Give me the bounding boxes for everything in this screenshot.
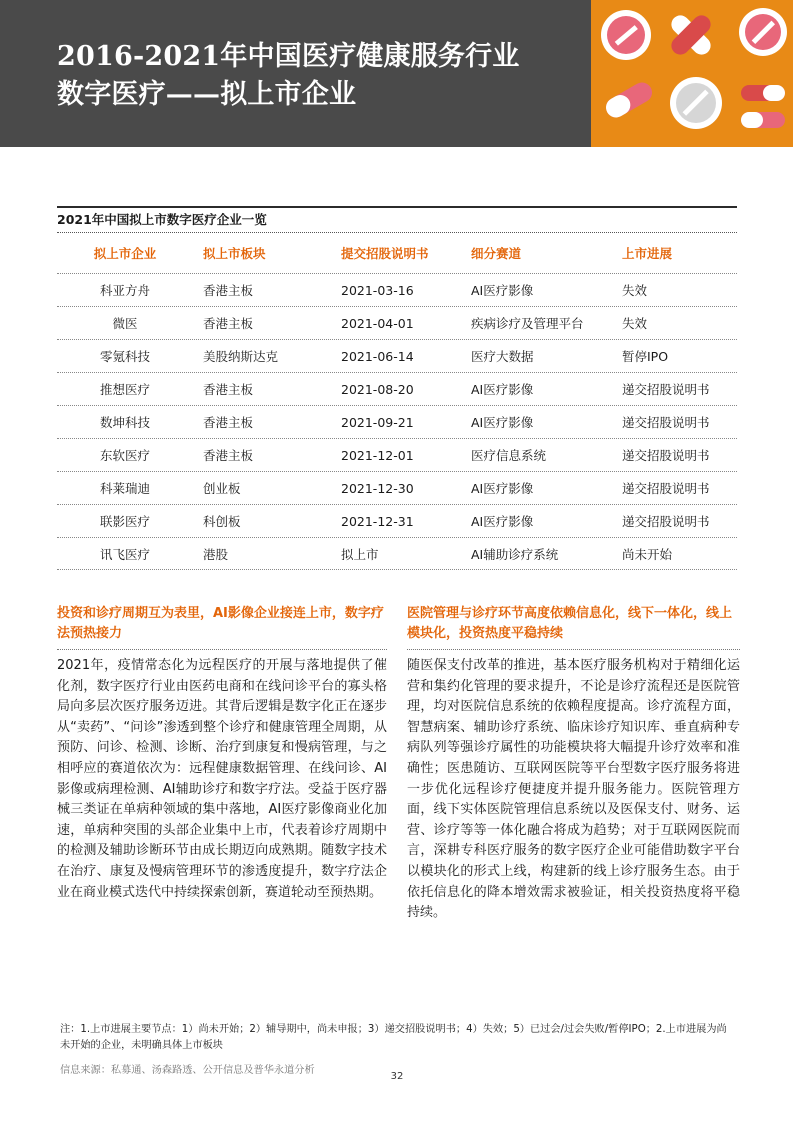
page-title-line1: 2016-2021年中国医疗健康服务行业	[57, 41, 520, 72]
cell-progress: 递交招股说明书	[622, 514, 710, 529]
cell-segment: 医疗大数据	[471, 349, 534, 364]
cell-segment: AI医疗影像	[471, 481, 534, 496]
table-body	[57, 273, 737, 570]
cell-segment: AI辅助诊疗系统	[471, 546, 559, 562]
cell-segment: AI医疗影像	[471, 415, 534, 430]
cell-segment: 医疗信息系统	[471, 448, 547, 463]
cell-progress: 递交招股说明书	[622, 481, 710, 496]
cell-board: 科创板	[203, 514, 241, 529]
table-row	[57, 471, 737, 504]
cell-company: 推想医疗	[99, 382, 150, 397]
column-header-board: 拟上市板块	[203, 246, 266, 261]
cell-filing-date: 2021-12-30	[341, 480, 414, 496]
table-row	[57, 438, 737, 471]
page-title-line2: 数字医疗——拟上市企业	[57, 79, 357, 110]
listing-table	[57, 206, 737, 570]
cell-company: 数坤科技	[99, 415, 150, 430]
cell-filing-date: 2021-12-01	[341, 447, 414, 463]
table-row	[57, 405, 737, 438]
table-row	[57, 339, 737, 372]
right-column	[407, 604, 740, 924]
cell-progress: 失效	[622, 283, 648, 298]
table-row	[57, 273, 737, 306]
left-column-body: 2021年，疫情常态化为远程医疗的开展与落地提供了催化剂，数字医疗行业由医药电商和在线问诊平台的寡头格局向多层次医疗服务迈进。其背后逻辑是数字化正在逐步从“卖药”、“问诊”渗透到整个诊疗和健康管理全周期，从预防、问诊、检测、诊断、治疗到康复和慢病管理，与之相呼应的赛道依次为：远程健康数据管理、在线问诊、AI影像或病理检测、AI辅助诊疗和数字疗法。受益于医疗器械三类证在单病种领域的集中落地，AI医疗影像商业化加速，单病种突围的头部企业集中上市，代表着诊疗周期中的检测及辅助诊断环节由成长期迈向成熟期。随数字技术在治疗、康复及慢病管理环节的渗透度提升，数字疗法企业在商业模式迭代中持续探索创新，赛道轮动至预热期。	[57, 658, 387, 900]
table-row	[57, 306, 737, 339]
cell-company: 东软医疗	[99, 448, 150, 463]
cell-filing-date: 2021-03-16	[341, 282, 414, 298]
cell-progress: 失效	[622, 316, 648, 331]
right-column-heading: 医院管理与诊疗环节高度依赖信息化，线下一体化，线上模块化，投资热度平稳持续	[407, 606, 733, 641]
cell-filing-date: 2021-06-14	[341, 348, 414, 364]
column-header-progress: 上市进展	[622, 246, 673, 261]
cell-company: 零氪科技	[99, 349, 150, 364]
cell-progress: 暂停IPO	[622, 349, 669, 364]
cell-segment: AI医疗影像	[471, 514, 534, 529]
cell-board: 美股纳斯达克	[203, 349, 279, 364]
table-row	[57, 372, 737, 405]
cross-shape	[668, 12, 715, 59]
cell-board: 香港主板	[203, 415, 254, 430]
right-column-body: 随医保支付改革的推进，基本医疗服务机构对于精细化运营和集约化管理的要求提升，不论是诊疗流程还是医院管理，均对医院信息系统的依赖程度提高。诊疗流程方面，智慧病案、辅助诊疗系统、临床诊疗知识库、垂直病种专病队列等强诊疗属性的功能模块将大幅提升诊疗效率和准确性；医患随访、互联网医院等平台型数字医疗服务将进一步优化远程诊疗便捷度并提升服务能力。医院管理方面，线下实体医院管理信息系统以及医保支付、财务、运营、诊疗等等一体化融合将成为趋势；对于互联网医院而言，深耕专科医疗服务的数字医疗企业可能借助数字平台以模块化的形式上线，构建新的线上诊疗服务生态。由于依托信息化的降本增效需求被验证，相关投资热度将平稳持续。	[407, 658, 740, 921]
cell-board: 香港主板	[203, 382, 254, 397]
cell-progress: 递交招股说明书	[622, 415, 710, 430]
cell-filing-date: 2021-09-21	[341, 414, 414, 430]
left-column-heading: 投资和诊疗周期互为表里，AI影像企业接连上市，数字疗法预热接力	[57, 606, 384, 641]
capsule-1	[602, 79, 655, 121]
table-title: 2021年中国拟上市数字医疗企业一览	[57, 212, 267, 227]
cell-board: 香港主板	[203, 316, 254, 331]
table-row	[57, 537, 737, 570]
cell-segment: AI医疗影像	[471, 382, 534, 397]
cell-board: 香港主板	[203, 283, 254, 298]
footnotes: 注：1.上市进展主要节点：1）尚未开始；2）辅导期中，尚未申报；3）递交招股说明书；4）失效；5）已过会/过会失败/暂停IPO；2.上市进展为尚未开始的企业，未明确具体上市板块	[60, 1024, 727, 1051]
cell-board: 创业板	[203, 481, 241, 496]
left-column-rule	[57, 649, 387, 650]
column-header-company: 拟上市企业	[93, 246, 157, 261]
cell-filing-date: 2021-08-20	[341, 381, 414, 397]
cell-segment: AI医疗影像	[471, 283, 534, 298]
cell-filing-date: 拟上市	[341, 546, 379, 562]
cell-filing-date: 2021-04-01	[341, 315, 414, 331]
cell-company: 科莱瑞迪	[99, 481, 150, 496]
cell-company: 讯飞医疗	[99, 546, 150, 562]
right-column-rule	[407, 649, 740, 650]
column-header-segment: 细分赛道	[471, 246, 522, 261]
source-note: 信息来源：私募通、汤森路透、公开信息及普华永道分析	[60, 1065, 315, 1076]
cell-progress: 尚未开始	[622, 546, 673, 562]
cell-board: 香港主板	[203, 448, 254, 463]
page-header	[0, 0, 793, 147]
column-header-filing-date: 提交招股说明书	[341, 246, 429, 261]
cell-board: 港股	[203, 546, 229, 562]
page-title	[57, 38, 587, 114]
decorative-pills-illustration	[591, 0, 793, 147]
left-column	[57, 604, 387, 903]
table-header-row	[57, 233, 737, 273]
cell-progress: 递交招股说明书	[622, 382, 710, 397]
page-number: 32	[390, 1071, 404, 1082]
cell-progress: 递交招股说明书	[622, 448, 710, 463]
cell-company: 联影医疗	[99, 514, 150, 529]
cell-company: 科亚方舟	[99, 283, 150, 298]
table-row	[57, 504, 737, 537]
cell-filing-date: 2021-12-31	[341, 513, 414, 529]
pills-graphic	[591, 0, 793, 147]
cell-company: 微医	[112, 316, 138, 331]
cell-segment: 疾病诊疗及管理平台	[471, 316, 584, 331]
